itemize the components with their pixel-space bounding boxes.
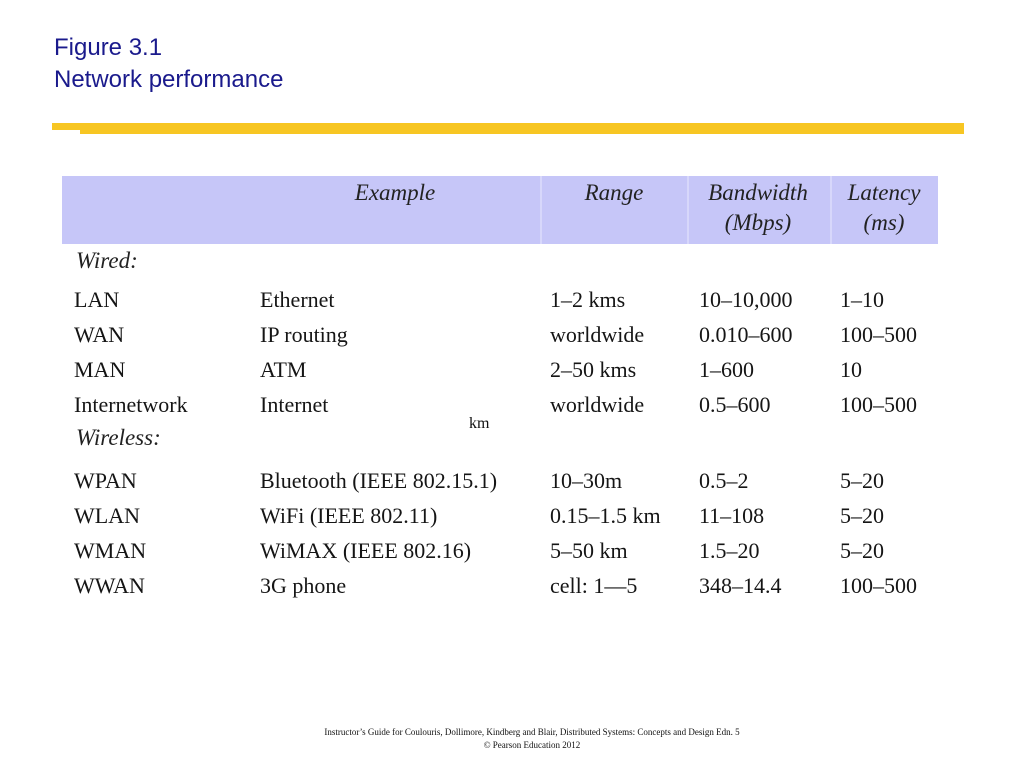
- cell-bandwidth: 1–600: [699, 357, 754, 382]
- cell-type: WLAN: [74, 503, 140, 528]
- cell-example: WiFi (IEEE 802.11): [260, 503, 438, 528]
- cell-latency: 100–500: [840, 573, 917, 598]
- cell-bandwidth: 11–108: [699, 503, 765, 528]
- header-divider: [830, 176, 832, 244]
- cell-example: Ethernet: [260, 287, 335, 312]
- footer-citation: Instructor’s Guide for Coulouris, Dollimore, Kindberg and Blair, Distributed Systems: Concepts and Design Edn. 5: [324, 727, 740, 737]
- cell-latency: 100–500: [840, 322, 917, 347]
- header-latency: [836, 178, 932, 238]
- group-label-wired: Wired:: [76, 248, 138, 273]
- cell-type: WMAN: [74, 538, 147, 563]
- header-latency-line1: Latency: [847, 180, 921, 205]
- cell-range: worldwide: [550, 322, 645, 347]
- stray-annotation: km: [469, 415, 490, 432]
- cell-example: IP routing: [260, 322, 348, 347]
- cell-example: ATM: [260, 357, 307, 382]
- cell-latency: 100–500: [840, 392, 917, 417]
- cell-type: Internetwork: [74, 392, 188, 417]
- footer-copyright: © Pearson Education 2012: [483, 740, 581, 750]
- cell-bandwidth: 1.5–20: [699, 538, 760, 563]
- header-divider: [540, 176, 542, 244]
- cell-latency: 5–20: [840, 468, 884, 493]
- cell-bandwidth: 10–10,000: [699, 287, 793, 312]
- header-bandwidth: [692, 178, 824, 238]
- cell-latency: 10: [840, 357, 862, 382]
- cell-example: WiMAX (IEEE 802.16): [260, 538, 472, 563]
- cell-range: 0.15–1.5 km: [550, 503, 661, 528]
- cell-type: WAN: [74, 322, 125, 347]
- cell-range: cell: 1—5: [550, 573, 638, 598]
- cell-type: WWAN: [74, 573, 145, 598]
- cell-bandwidth: 348–14.4: [699, 573, 782, 598]
- cell-bandwidth: 0.5–2: [699, 468, 749, 493]
- cell-range: worldwide: [550, 392, 645, 417]
- header-bandwidth-line1: Bandwidth: [708, 180, 808, 205]
- title-rule: [80, 123, 964, 134]
- footer: [0, 726, 1024, 752]
- title-rule-stub: [52, 123, 80, 130]
- cell-type: WPAN: [74, 468, 137, 493]
- header-example: Example: [354, 180, 436, 205]
- figure-label: Figure 3.1: [54, 34, 163, 61]
- cell-type: MAN: [74, 357, 126, 382]
- header-range: Range: [584, 180, 644, 205]
- cell-bandwidth: 0.5–600: [699, 392, 771, 417]
- cell-latency: 5–20: [840, 538, 884, 563]
- cell-bandwidth: 0.010–600: [699, 322, 793, 347]
- cell-latency: 5–20: [840, 503, 884, 528]
- header-divider: [687, 176, 689, 244]
- group-label-wireless: Wireless:: [76, 425, 161, 450]
- header-bandwidth-line2: (Mbps): [724, 210, 792, 235]
- cell-type: LAN: [74, 287, 120, 312]
- cell-range: 2–50 kms: [550, 357, 637, 382]
- cell-example: Bluetooth (IEEE 802.15.1): [260, 468, 498, 493]
- cell-example: 3G phone: [260, 573, 347, 598]
- page-title: Network performance: [54, 66, 284, 93]
- cell-latency: 1–10: [840, 287, 884, 312]
- cell-example: Internet: [260, 392, 329, 417]
- cell-range: 1–2 kms: [550, 287, 626, 312]
- header-latency-line2: (ms): [863, 210, 905, 235]
- cell-range: 10–30m: [550, 468, 623, 493]
- slide-title: [54, 32, 283, 96]
- cell-range: 5–50 km: [550, 538, 628, 563]
